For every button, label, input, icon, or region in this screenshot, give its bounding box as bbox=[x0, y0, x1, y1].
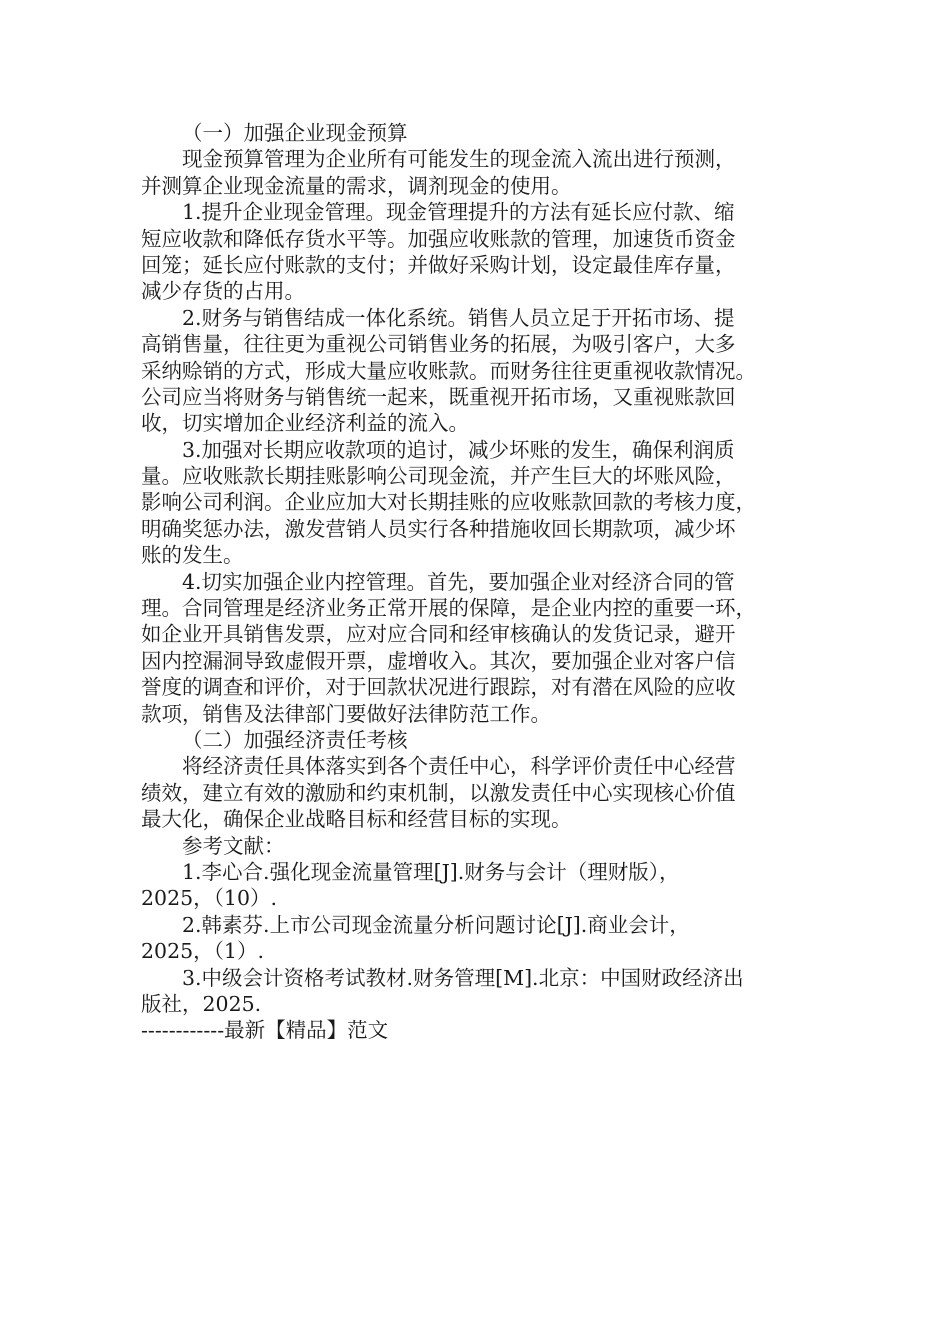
text-line: 明确奖惩办法，激发营销人员实行各种措施收回长期款项，减少坏 bbox=[141, 516, 736, 541]
text-line: 2.财务与销售结成一体化系统。销售人员立足于开拓市场、提 bbox=[182, 305, 735, 330]
text-line: 公司应当将财务与销售统一起来，既重视开拓市场，又重视账款回 bbox=[141, 384, 736, 409]
text-line: 1.提升企业现金管理。现金管理提升的方法有延长应付款、缩 bbox=[182, 200, 735, 225]
text-line: 1.李心合.强化现金流量管理[J].财务与会计（理财版）， bbox=[182, 859, 680, 884]
text-line: 2.韩素芬.上市公司现金流量分析问题讨论[J].商业会计， bbox=[182, 912, 690, 937]
text-line: 账的发生。 bbox=[141, 543, 244, 568]
document-body bbox=[141, 120, 806, 1017]
text-line: 4.切实加强企业内控管理。首先，要加强企业对经济合同的管 bbox=[182, 569, 735, 594]
text-line: （一）加强企业现金预算 bbox=[182, 121, 408, 145]
text-line: 高销售量，往往更为重视公司销售业务的拓展，为吸引客户，大多 bbox=[141, 332, 736, 357]
text-line: 短应收款和降低存货水平等。加强应收账款的管理，加速货币资金 bbox=[141, 226, 736, 251]
text-line: 量。应收账款长期挂账影响公司现金流，并产生巨大的坏账风险， bbox=[141, 464, 736, 489]
text-line: 理。合同管理是经济业务正常开展的保障，是企业内控的重要一环， bbox=[141, 596, 756, 621]
text-line: 减少存货的占用。 bbox=[141, 279, 305, 304]
text-line: 绩效，建立有效的激励和约束机制，以激发责任中心实现核心价值 bbox=[141, 780, 736, 805]
text-line: 2025，（1）. bbox=[141, 939, 264, 964]
text-line: 回笼；延长应付账款的支付；并做好采购计划，设定最佳库存量， bbox=[141, 252, 736, 277]
text-line: 版社，2025. bbox=[141, 991, 262, 1016]
text-line: 如企业开具销售发票，应对应合同和经审核确认的发货记录，避开 bbox=[141, 622, 736, 647]
text-line: 将经济责任具体落实到各个责任中心，科学评价责任中心经营 bbox=[182, 754, 736, 779]
text-line: 影响公司利润。企业应加大对长期挂账的应收账款回款的考核力度， bbox=[141, 490, 756, 515]
text-line: 收，切实增加企业经济利益的流入。 bbox=[141, 411, 469, 436]
text-line: 采纳赊销的方式，形成大量应收账款。而财务往往更重视收款情况。 bbox=[141, 358, 756, 383]
text-line: 3.加强对长期应收款项的追讨，减少坏账的发生，确保利润质 bbox=[182, 437, 735, 462]
text-line: 2025，（10）. bbox=[141, 886, 278, 911]
text-line: 誉度的调查和评价，对于回款状况进行跟踪，对有潜在风险的应收 bbox=[141, 675, 736, 700]
text-line: 3.中级会计资格考试教材.财务管理[M].北京：中国财政经济出 bbox=[182, 965, 744, 990]
footer-text: ------------最新【精品】范文 bbox=[141, 1018, 389, 1042]
text-line: 参考文献： bbox=[182, 833, 285, 858]
text-line: 并测算企业现金流量的需求，调剂现金的使用。 bbox=[141, 173, 572, 198]
text-line: 最大化，确保企业战略目标和经营目标的实现。 bbox=[141, 807, 572, 832]
text-line: 款项，销售及法律部门要做好法律防范工作。 bbox=[141, 701, 551, 726]
text-line: 现金预算管理为企业所有可能发生的现金流入流出进行预测， bbox=[182, 147, 736, 172]
text-line: 因内控漏洞导致虚假开票，虚增收入。其次，要加强企业对客户信 bbox=[141, 648, 736, 673]
text-line: （二）加强经济责任考核 bbox=[182, 727, 408, 752]
